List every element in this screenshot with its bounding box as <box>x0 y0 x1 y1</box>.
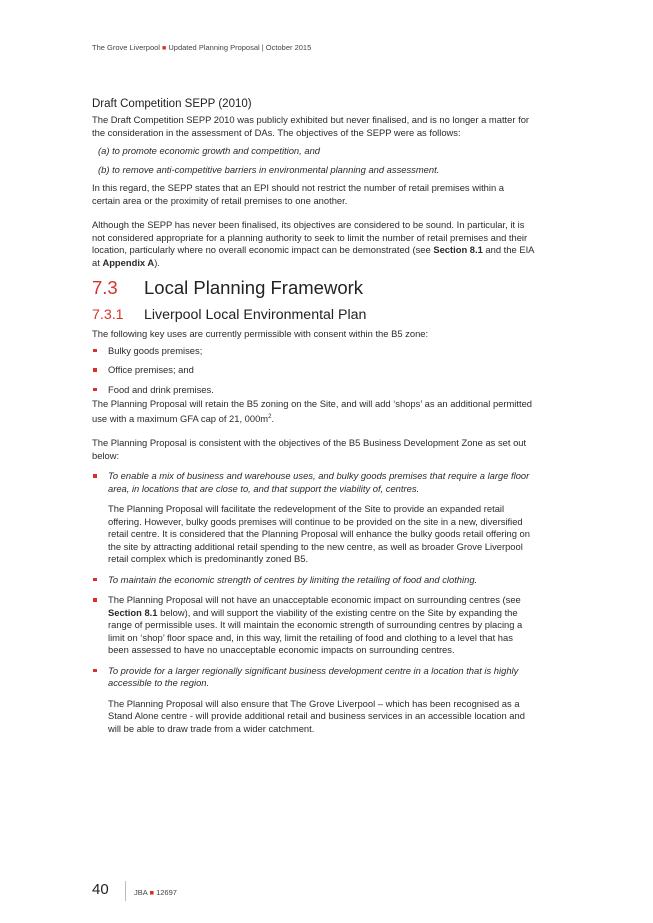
page-content <box>92 98 534 735</box>
b5-intro: The following key uses are currently permissible with consent within the B5 zone: <box>92 328 429 339</box>
header-subtitle: Updated Planning Proposal | October 2015 <box>168 43 312 52</box>
bullet-icon <box>93 388 97 392</box>
bullet-icon <box>93 578 97 582</box>
objective-response-item <box>92 594 534 657</box>
shops-paragraph: The Planning Proposal will retain the B5 zoning on the Site, and will add ‘shops’ as an additional permitted use with a maximum GFA cap of 21, $000m^2$. <box>92 398 533 424</box>
objective-text: To maintain the economic strength of centres by limiting the retailing of food and clothing. <box>108 573 478 585</box>
subsection-number: 7.3.1 <box>92 307 124 323</box>
section-reference: Section 8.1 <box>108 606 158 618</box>
sepp-intro: The Draft Competition SEPP 2010 was publicly exhibited but never finalised, and is no longer a matter for the consideration in the assessment of DAs. The objectives of the SEPP were as follows: <box>92 114 530 138</box>
page-number: 40 <box>92 881 109 898</box>
header-title: The Grove Liverpool <box>92 43 160 52</box>
sepp-para-3: Although the SEPP has never been finalised, its objectives are considered to be sound. In particular, it is not considered appropriate for a planning authority to seek to limit the number of retail premises and their location, particularly where no overall economic impact can be demonstrated (see Section 8.1 and the EIA at Appendix A). <box>92 219 534 268</box>
objective-text: To enable a mix of business and warehouse uses, and bulky goods premises that require a large floor area, in locations that are close to, and that support the viability of, centres. <box>108 470 530 494</box>
permissible-uses-list <box>92 345 534 397</box>
consistency-paragraph: The Planning Proposal is consistent with the objectives of the B5 Business Development Zone as set out below: <box>92 437 527 461</box>
subsection-title: Liverpool Local Environmental Plan <box>144 307 367 323</box>
objective-item <box>92 574 534 587</box>
objective-response: The Planning Proposal will facilitate the redevelopment of the Site to provide an expanded retail offering. However, bulky goods premises will continue to be provided on the site in a new, diversified retail centre. It is considered that the Planning Proposal will enhance the bulky goods retail offering on the site by attracting additional retail spending to the new centre, as well as broader Grove Liverpool retail complex which is predominantly zoned B5. <box>108 503 530 565</box>
list-item: Office premises; and <box>92 364 534 377</box>
section-number: 7.3 <box>92 277 118 298</box>
list-item: Food and drink premises. <box>92 384 534 397</box>
objective-response: The Planning Proposal will also ensure that The Grove Liverpool – which has been recognised as a Stand Alone centre - will provide additional retail and business services in an accessible location and will be able to draw trade from a wider catchment. <box>108 697 525 734</box>
list-item: Bulky goods premises; <box>92 345 534 358</box>
objective-response: The Planning Proposal will not have an unacceptable economic impact on surrounding centres (see Section 8.1 below), and will support the viability of the existing centre on the Site by expanding the range of permissible uses. It will maintain the economic strength of surrounding centres by placing a limit on ‘shop’ floor space and, in this way, limit the retailing of food and clothing to a level that has been assessed to have no unacceptable economic impacts on surrounding centres. <box>108 594 523 656</box>
bullet-icon <box>93 474 97 478</box>
footer-divider <box>125 881 126 901</box>
objective-text: To provide for a larger regionally significant business development centre in a location that is highly accessible to the region. <box>108 664 519 689</box>
section-heading-7-3-1 <box>92 307 534 323</box>
section-title: Local Planning Framework <box>144 277 364 298</box>
objective-item <box>92 665 534 736</box>
bullet-icon <box>93 349 97 353</box>
sepp-objective-a: (a) to promote economic growth and competition, and <box>98 145 320 156</box>
bullet-icon <box>93 669 97 673</box>
bullet-icon <box>93 368 97 372</box>
sepp-heading: Draft Competition SEPP (2010) <box>92 98 252 110</box>
header-separator: ■ <box>162 45 167 52</box>
sepp-para-2: In this regard, the SEPP states that an EPI should not restrict the number of retail premises within a certain area or the proximity of retail premises to one another. <box>92 182 505 206</box>
appendix-reference: Appendix A <box>102 256 155 268</box>
section-heading-7-3 <box>92 277 534 299</box>
sepp-objective-b: (b) to remove anti-competitive barriers in environmental planning and assessment. <box>98 163 440 175</box>
objective-item <box>92 470 534 566</box>
section-reference: Section 8.1 <box>433 244 483 255</box>
running-header <box>92 43 311 52</box>
bullet-icon <box>93 598 97 602</box>
footer-reference: JBA ■ 12697 <box>134 888 177 897</box>
